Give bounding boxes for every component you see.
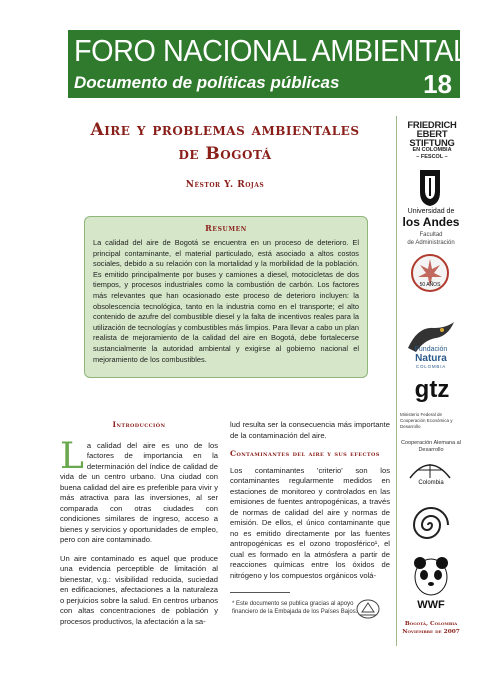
- article-title-line2: de Bogotá: [178, 144, 272, 164]
- footnote-marker: *: [232, 601, 235, 607]
- andes-faculty-2: de Administración: [407, 240, 455, 246]
- sidebar-divider: [396, 116, 397, 646]
- right-paragraph-2: Los contaminantes 'criterio' son los contaminantes regularmente medidos en estaciones de monitoreo y controlados en las emisiones de fuentes antropogénicas, a través de normas de calidad del aire y normas de emisión. De ellos, el único contaminante que no es emitido directamente por las fuentes antropogénicas es el ozono troposférico¹, el cual es formado en la atmósfera a partir de reacciones químicas entre los óxidos de nitrógeno y los compuestos orgánicos volá-: [230, 465, 390, 580]
- transparency-international-logo: [408, 458, 452, 480]
- natura-line2: Natura: [415, 353, 447, 364]
- header-banner: [68, 30, 469, 99]
- footnote: [232, 600, 360, 616]
- andes-faculty-1: Facultad: [419, 232, 443, 238]
- publication-title: FORO NACIONAL AMBIENTAL: [74, 33, 469, 68]
- fescol-logo: [404, 120, 460, 161]
- drop-cap: L: [60, 435, 84, 477]
- issue-number: 18: [423, 69, 452, 99]
- andes-small: Universidad de: [407, 208, 455, 215]
- article-author: Néstor Y. Rojas: [185, 180, 265, 190]
- publication-subtitle: Documento de políticas públicas: [74, 73, 340, 92]
- andes-emblem-icon: [414, 168, 446, 208]
- andes-big: los Andes: [402, 215, 460, 229]
- right-paragraph-1: lud resulta ser la consecuencia más importante de la contaminación del aire.: [230, 420, 390, 440]
- ti-label: Colombia: [418, 480, 444, 486]
- intro-paragraph-1: [60, 435, 218, 546]
- fes-line1: FRIEDRICH: [407, 119, 457, 130]
- andes-logo-text: [400, 208, 462, 247]
- fes-line2: EBERT: [416, 128, 448, 139]
- footer-date: Noviembre de 2007: [402, 629, 460, 635]
- natura-line3: COLOMBIA: [415, 364, 447, 369]
- wwf-label: WWF: [417, 599, 445, 611]
- intro-heading: Introducción: [112, 420, 166, 429]
- wwf-panda-logo: [410, 555, 452, 611]
- footnote-rule: [230, 592, 290, 593]
- abstract-box: [84, 216, 368, 378]
- anniversary-label: 50 AÑOS: [419, 282, 441, 288]
- fes-line5: – FESCOL –: [416, 154, 448, 160]
- natura-line1: Fundación: [414, 346, 448, 353]
- right-column: [230, 420, 390, 589]
- netherlands-seal-icon: [355, 598, 381, 620]
- cooperation-text: Cooperación Alemana al Desarrollo: [401, 440, 461, 453]
- abstract-heading: Resumen: [205, 223, 247, 233]
- left-column: [60, 420, 218, 635]
- article-title: [70, 118, 380, 166]
- gtz-logo: gtz: [414, 376, 450, 403]
- fes-line3: STIFTUNG: [409, 137, 455, 148]
- abstract-text: La calidad del aire de Bogotá se encuentra en un proceso de deterioro. El principal contaminante, el material particulado, está asociado a altos costos sociales, debido a su relación con la mortalidad y la morbilidad de la población. Es emitido principalmente por buses y camiones a diesel, motocicletas de dos tiempos, y procesos industriales como la combustión de carbón. Los factores más relevantes que han ocasionado este proceso de deterioro incluyen: la obsolescencia tecnológica, tanto en la industria como en el transporte; el alto contenido de azufre del combustible diesel y la falta de incentivos reales para la utilización de tecnologías y combustibles más limpios. Para llevar a cabo un plan realista de mejoramiento de la calidad del aire en Bogotá, debe fortalecerse sustancialmente la autoridad ambiental y exigirse al gobierno nacional el mejoramiento de los combustibles.: [93, 238, 359, 364]
- footnote-text: Este documento se publica gracias al apoyo financiero de la Embajada de los Países Bajos.: [232, 601, 358, 615]
- footer-place: Bogotá, Colombia: [404, 621, 458, 627]
- natura-logo-text: [404, 346, 458, 370]
- intro-paragraph-2: Un aire contaminado es aquel que produce una evidencia perceptible de limitación al bienestar, v.g.: visibilidad reducida, suciedad en edificaciones, afectaciones a la naturaleza o perjuicios sobre la salud. En centros urbanos con altas concentraciones de población y procesos productivos, la afectación a la sa-: [60, 553, 218, 626]
- gtz-ministry-text: Ministerio Federal de Cooperación Económica y Desarrollo: [400, 412, 453, 429]
- spiral-logo: [410, 505, 450, 549]
- fes-line4: EN COLOMBIA: [412, 147, 452, 153]
- anniversary-50-logo: [410, 253, 450, 293]
- pollutants-heading: Contaminantes del aire y sus efectos: [230, 449, 380, 458]
- footer-place-date: [398, 620, 464, 636]
- article-title-line1: Aire y problemas ambientales: [90, 120, 360, 140]
- intro-paragraph-1-text: a calidad del aire es uno de los factores de importancia en la determinación del índice de calidad de vida de un centro urbano. Una ciudad con buena calidad del aire es preferible para vivir y más atractiva para las inversiones, al ser comparada con otras ciudades con condiciones similares de ingreso, acceso a bienes y servicios y oportunidades de empleo, pero con aire contaminado.: [60, 440, 218, 544]
